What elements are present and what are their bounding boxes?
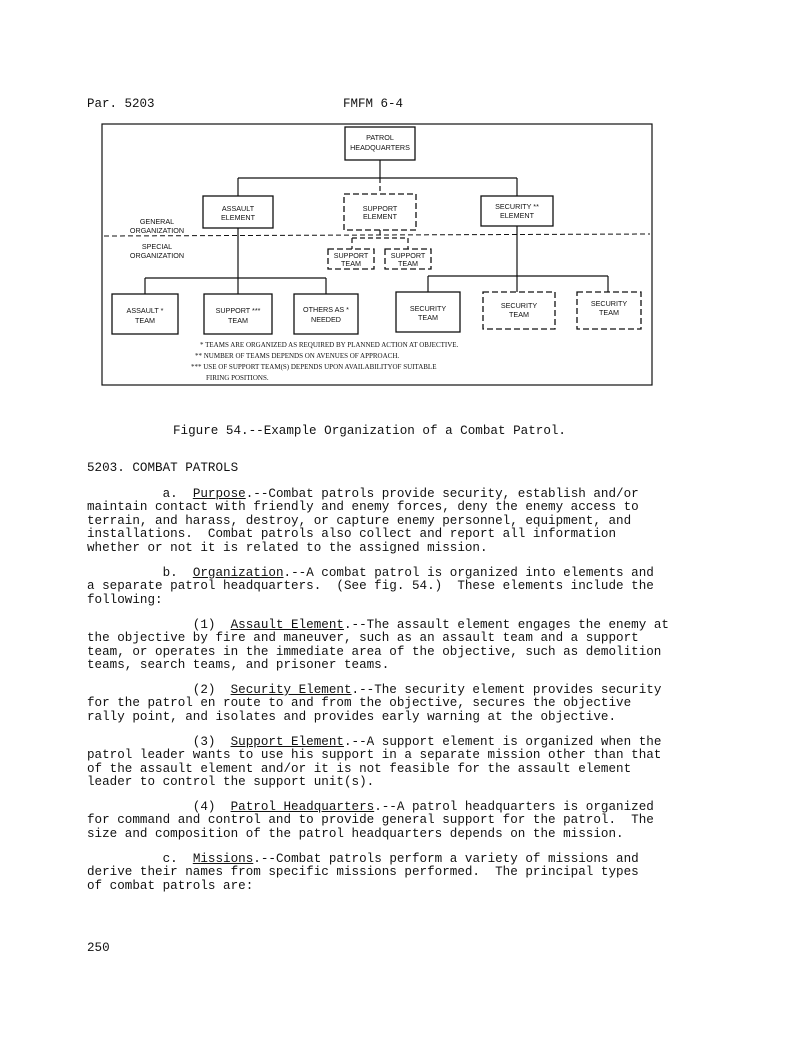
- assault-element-label-1: ASSAULT: [221, 204, 255, 213]
- figure-note-3: *** USE OF SUPPORT TEAM(S) DEPENDS UPON AVAILABILITYOF SUITABLE: [191, 363, 437, 371]
- special-org-label-2: ORGANIZATION: [129, 251, 185, 260]
- organization-divider-line: [104, 234, 650, 236]
- figure-caption: Figure 54.--Example Organization of a Combat Patrol.: [173, 424, 566, 438]
- paragraph-title-organization: Organization: [192, 566, 284, 580]
- hq-label-1: PATROL: [366, 133, 394, 142]
- org-chart-figure: [0, 0, 806, 420]
- security-team-2-label-2: TEAM: [509, 310, 529, 319]
- others-box: [294, 294, 358, 334]
- general-org-label-1: GENERAL: [139, 217, 175, 226]
- support-team-1-label-2: TEAM: [341, 259, 361, 268]
- paragraph-title-security-element: Security Element: [230, 683, 352, 697]
- security-element-label-1: SECURITY **: [495, 202, 539, 211]
- security-team-1-label-2: TEAM: [418, 313, 438, 322]
- header-publication: FMFM 6-4: [343, 97, 404, 111]
- paragraph-missions: c. Missions.--Combat patrols perform a variety of missions and derive their names from specific missions performed. The principal types of combat patrols are:: [87, 852, 639, 893]
- paragraph-organization: b. Organization.--A combat patrol is organized into elements and a separate patrol headquarters. (See fig. 54.) These elements include the following:: [87, 566, 654, 607]
- paragraph-title-patrol-headquarters: Patrol Headquarters: [230, 800, 375, 814]
- paragraph-title-assault-element: Assault Element: [230, 618, 344, 632]
- page-number: 250: [87, 941, 110, 955]
- security-team-2-label-1: SECURITY: [500, 301, 538, 310]
- assault-team-label-2: TEAM: [135, 316, 155, 325]
- section-heading: 5203. COMBAT PATROLS: [87, 461, 239, 475]
- paragraph-patrol-headquarters: (4) Patrol Headquarters.--A patrol headquarters is organized for command and control and to provide general support for the patrol. The size and composition of the patrol headquarters depends on the mission.: [87, 800, 654, 841]
- support-team-2-label-2: TEAM: [398, 259, 418, 268]
- header-paragraph-ref: Par. 5203: [87, 97, 155, 111]
- paragraph-support-element: (3) Support Element.--A support element is organized when the patrol leader wants to use his support in a separate mission other than that of the assault element and/or it is not feasible for the assault element leader to control the support unit(s).: [87, 735, 662, 790]
- support-team-2-label-1: SUPPORT: [390, 251, 426, 260]
- support-team-1-label-1: SUPPORT: [333, 251, 369, 260]
- general-org-label-2: ORGANIZATION: [129, 226, 185, 235]
- paragraph-assault-element: (1) Assault Element.--The assault element engages the enemy at the objective by fire and maneuver, such as an assault team and a support team, or operates in the immediate area of the objective, such as demolition teams, search teams, and prisoner teams.: [87, 618, 669, 673]
- support-team-low-label-2: TEAM: [228, 316, 248, 325]
- paragraph-security-element: (2) Security Element.--The security element provides security for the patrol en route to and from the objective, secures the objective rally point, and isolates and provides early warning at the objective.: [87, 683, 662, 724]
- assault-team-label-1: ASSAULT *: [126, 306, 164, 315]
- support-element-label-2: ELEMENT: [363, 212, 397, 221]
- security-team-1-label-1: SECURITY: [409, 304, 447, 313]
- paragraph-purpose: a. Purpose.--Combat patrols provide security, establish and/or maintain contact with friendly and enemy forces, deny the enemy access to terrain, and harass, destroy, or capture enemy personnel, equipment, and installations. Combat patrols also collect and report all information whether or not it is related to the assigned mission.: [87, 487, 639, 555]
- support-element-label-1: SUPPORT: [362, 204, 398, 213]
- paragraph-title-purpose: Purpose: [192, 487, 246, 501]
- support-team-low-label-1: SUPPORT ***: [215, 306, 261, 315]
- others-label-2: NEEDED: [311, 315, 341, 324]
- others-label-1: OTHERS AS *: [303, 305, 349, 314]
- paragraph-title-support-element: Support Element: [230, 735, 344, 749]
- special-org-label-1: SPECIAL: [141, 242, 173, 251]
- security-team-3-label-2: TEAM: [599, 308, 619, 317]
- figure-note-1: * TEAMS ARE ORGANIZED AS REQUIRED BY PLANNED ACTION AT OBJECTIVE.: [200, 341, 459, 349]
- assault-element-label-2: ELEMENT: [221, 213, 255, 222]
- figure-note-2: ** NUMBER OF TEAMS DEPENDS ON AVENUES OF APPROACH.: [195, 352, 400, 360]
- security-team-3-label-1: SECURITY: [590, 299, 628, 308]
- figure-note-4: FIRING POSITIONS.: [206, 374, 269, 382]
- paragraph-title-missions: Missions: [192, 852, 254, 866]
- hq-label-2: HEADQUARTERS: [350, 143, 410, 152]
- security-element-label-2: ELEMENT: [500, 211, 534, 220]
